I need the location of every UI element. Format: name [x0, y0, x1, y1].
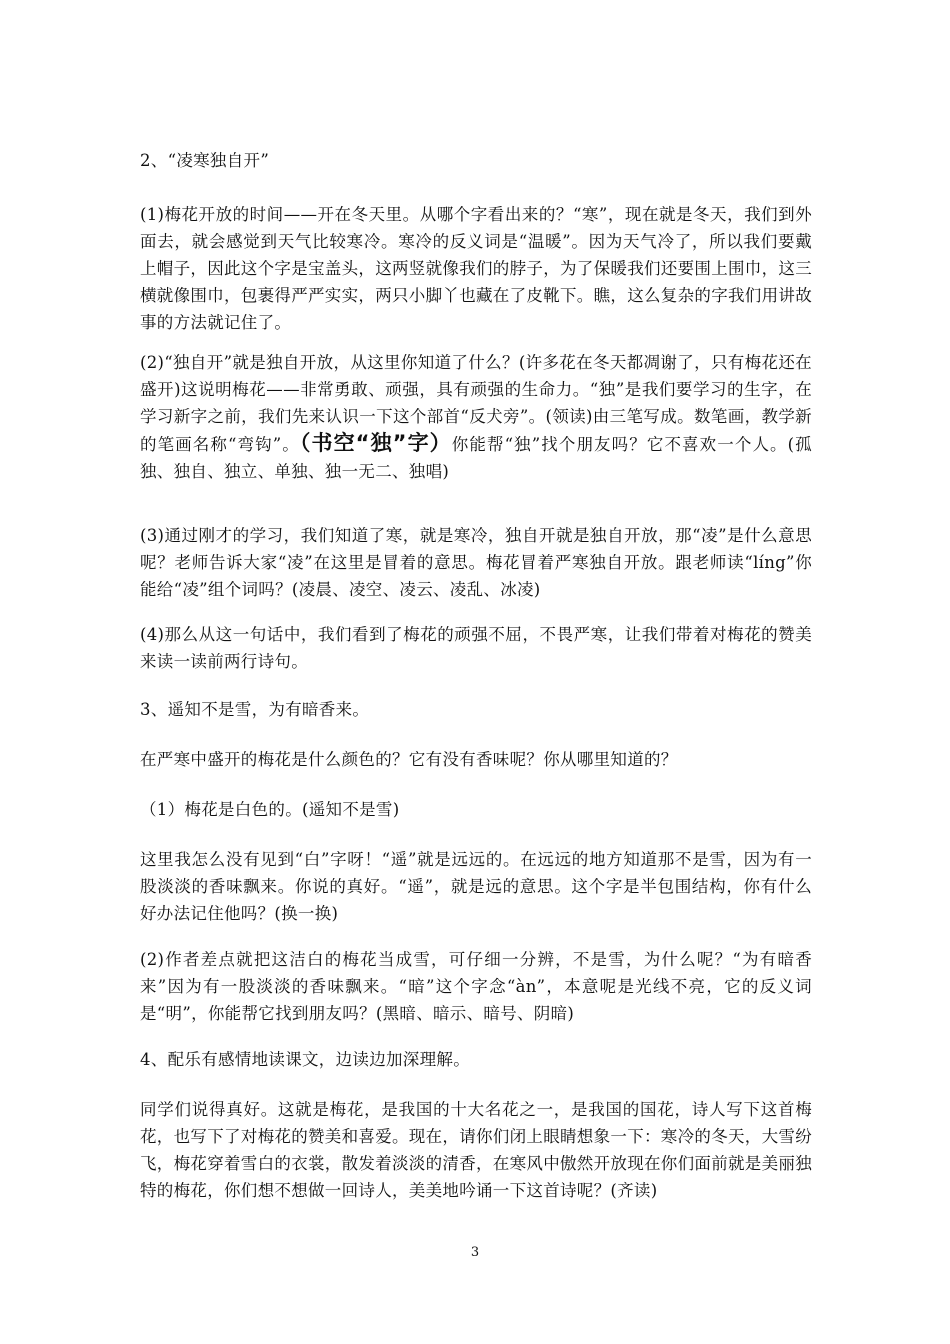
paragraph-9: 同学们说得真好。这就是梅花，是我国的十大名花之一，是我国的国花，诗人写下这首梅花，也写下了对梅花的赞美和喜爱。现在，请你们闭上眼睛想象一下：寒冷的冬天，大雪纷飞，梅花穿着雪白的衣裳，散发着淡淡的清香，在寒风中傲然开放现在你们面前就是美丽独特的梅花，你们想不想做一回诗人，美美地吟诵一下这首诗呢？(齐读)	[140, 1100, 812, 1200]
paragraph-4: (4)那么从这一句话中，我们看到了梅花的顽强不屈，不畏严寒，让我们带着对梅花的赞美来读一读前两行诗句。	[140, 625, 812, 671]
paragraph-7: 这里我怎么没有见到“白”字呀！“遥”就是远远的。在远远的地方知道那不是雪，因为有一股淡淡的香味飘来。你说的真好。“遥”，就是远的意思。这个字是半包围结构，你有什么好办法记住他吗？(换一换)	[140, 850, 812, 923]
paragraph-8: (2)作者差点就把这洁白的梅花当成雪，可仔细一分辨，不是雪，为什么呢？“为有暗香来”因为有一股淡淡的香味飘来。“暗”这个字念“àn”，本意呢是光线不亮，它的反义词是“明”，你能帮它找到朋友吗？(黑暗、暗示、暗号、阴暗)	[140, 950, 812, 1023]
page-number: 3	[470, 1245, 480, 1260]
paragraph-5: 在严寒中盛开的梅花是什么颜色的？它有没有香味呢？你从哪里知道的？	[140, 750, 678, 769]
paragraph-2-text-a: (2)“独自开”就是独自开放，从这里你知道了什么？(许多花在冬天都凋谢了，只有梅花还在盛开)这说明梅花——非常勇敢、顽强，具有顽强的生命力。“独”是我们要学习的生字，在学习新字之前，我们先来认识一下这个部首“反犬旁”。(领读)由三笔写成。数笔画，教学新的笔画名称“弯钩”。	[140, 353, 812, 454]
paragraph-2-text-b: 你能帮“独”找个朋友吗？它不喜欢一个人。(孤独、独自、独立、单独、独一无二、独唱)	[140, 435, 812, 481]
section-heading-3: 3、遥知不是雪，为有暗香来。	[140, 700, 370, 719]
paragraph-1: (1)梅花开放的时间——开在冬天里。从哪个字看出来的？“寒”，现在就是冬天，我们到外面去，就会感觉到天气比较寒冷。寒冷的反义词是“温暖”。因为天气冷了，所以我们要戴上帽子，因此这个字是宝盖头，这两竖就像我们的脖子，为了保暖我们还要围上围巾，这三横就像围巾，包裹得严严实实，两只小脚丫也藏在了皮靴下。瞧，这么复杂的字我们用讲故事的方法就记住了。	[140, 205, 812, 332]
paragraph-2-emphasis: （书空“独”字）	[299, 431, 452, 455]
paragraph-6: （1）梅花是白色的。(遥知不是雪)	[140, 800, 400, 819]
paragraph-2	[140, 349, 812, 485]
section-heading-2: 2、“凌寒独自开”	[140, 151, 270, 170]
section-heading-4: 4、配乐有感情地读课文，边读边加深理解。	[140, 1050, 470, 1069]
paragraph-3: (3)通过刚才的学习，我们知道了寒，就是寒冷，独自开就是独自开放，那“凌”是什么意思呢？老师告诉大家“凌”在这里是冒着的意思。梅花冒着严寒独自开放。跟老师读“líng”你能给“凌”组个词吗？(凌晨、凌空、凌云、凌乱、冰凌)	[140, 526, 812, 599]
